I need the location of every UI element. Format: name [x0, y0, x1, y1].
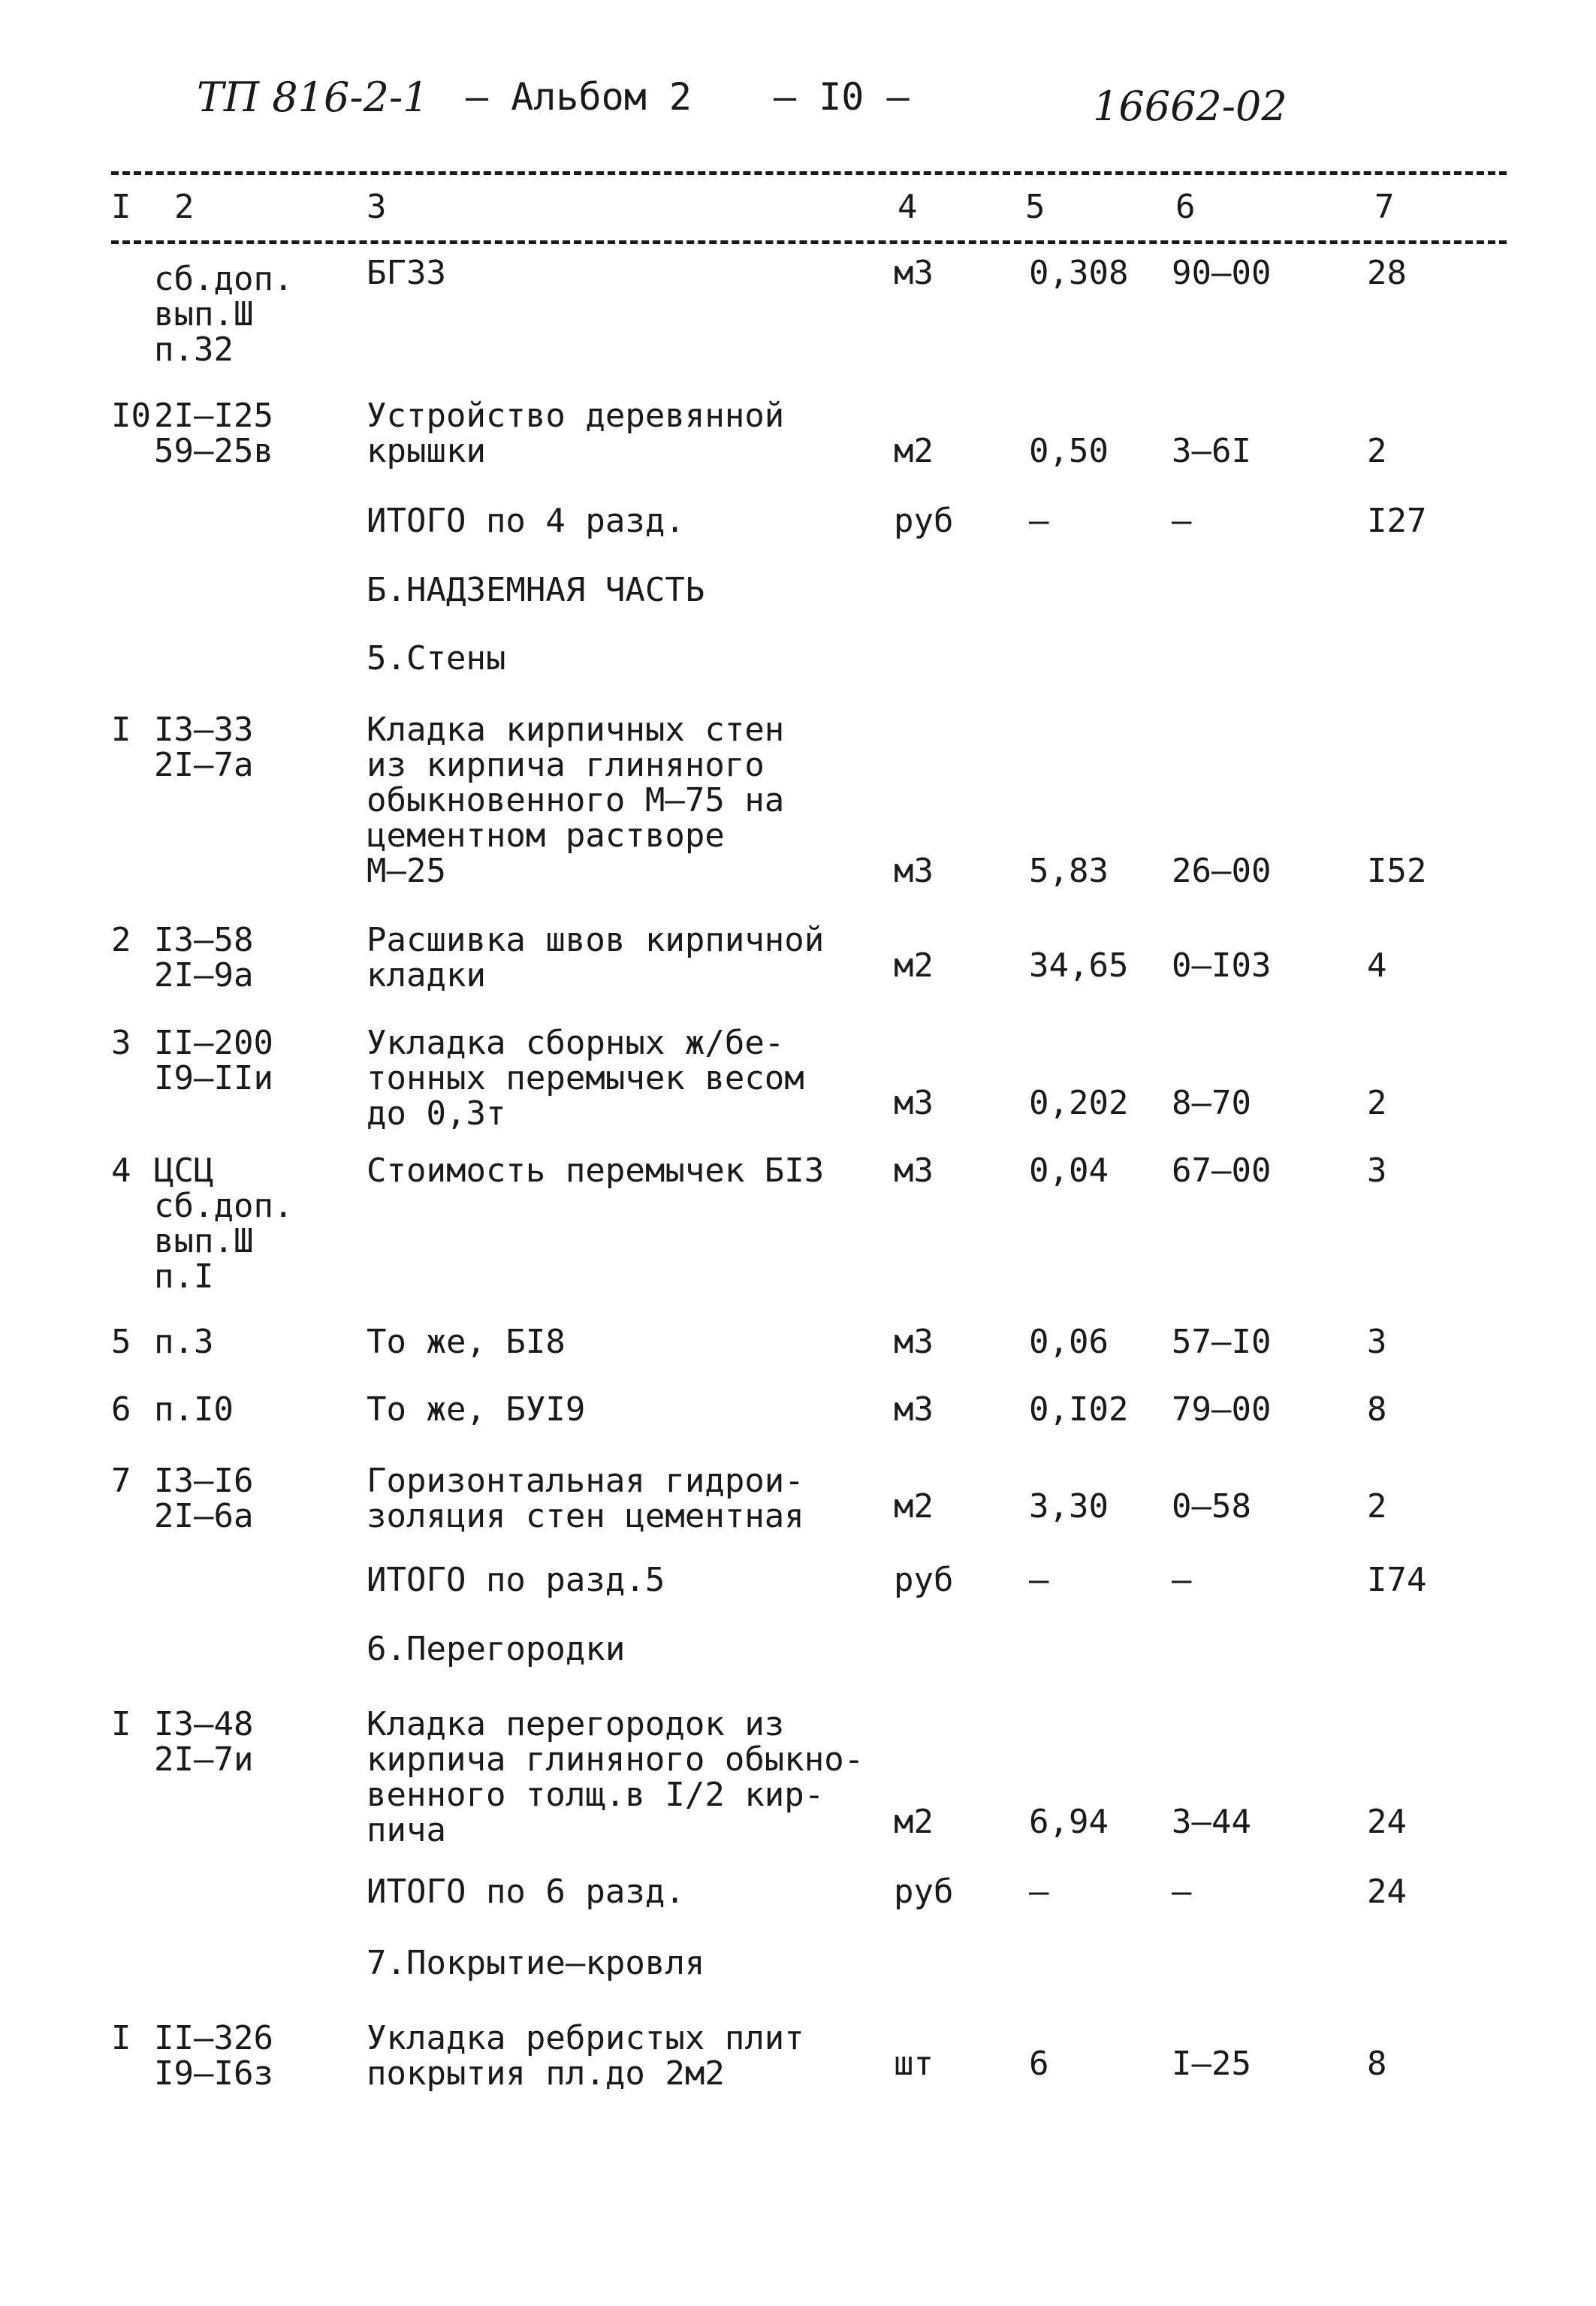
row-number: 3: [111, 1024, 131, 1062]
quantity: 0,I02: [1029, 1390, 1129, 1429]
column-header-6: 6: [1175, 188, 1196, 226]
norm-code: сб.доп. вып.Ш п.32: [154, 260, 294, 369]
unit-price: 0–58: [1172, 1487, 1251, 1526]
unit: м2: [894, 432, 934, 470]
row-number: I: [111, 1705, 131, 1743]
total-cost: 8: [1367, 1390, 1387, 1429]
quantity: 0,50: [1029, 432, 1109, 470]
subtotal-label: ИТОГО по разд.5: [367, 1561, 665, 1599]
total-cost: 24: [1367, 1803, 1407, 1841]
total-cost: 24: [1367, 1873, 1407, 1911]
unit-price: 3–44: [1172, 1803, 1251, 1841]
work-name: Кладка кирпичных стен из кирпича глиняного обыкновенного М–75 на цементном растворе М–25: [367, 711, 785, 890]
quantity: 0,308: [1029, 254, 1129, 292]
unit-price: 67–00: [1172, 1151, 1272, 1190]
album-label: – Альбом 2: [466, 75, 692, 119]
total-cost: 3: [1367, 1323, 1387, 1361]
column-header-5: 5: [1025, 188, 1045, 226]
total-cost: 8: [1367, 2045, 1387, 2083]
unit: м3: [894, 1084, 934, 1122]
subtotal-label: ИТОГО по 6 разд.: [367, 1873, 685, 1911]
quantity: 5,83: [1029, 852, 1109, 890]
unit: м3: [894, 1390, 934, 1429]
unit-price: 3–6I: [1172, 432, 1251, 470]
column-header-1: I: [111, 188, 131, 226]
unit-price: –: [1172, 1873, 1192, 1911]
unit-price: 90–00: [1172, 254, 1272, 292]
column-header-2: 2: [174, 188, 195, 226]
row-number: 2: [111, 921, 131, 959]
unit: руб: [894, 1873, 954, 1911]
subtotal-label: ИТОГО по 4 разд.: [367, 502, 685, 540]
work-name: Кладка перегородок из кирпича глиняного обыкно- венного толщ.в I/2 кир- пича: [367, 1705, 864, 1849]
work-name: Расшивка швов кирпичной кладки: [367, 921, 825, 995]
work-name: Устройство деревянной крышки: [367, 397, 785, 470]
quantity: –: [1029, 1873, 1049, 1911]
work-name: То же, БI8: [367, 1323, 566, 1361]
row-number: I: [111, 2019, 131, 2057]
section-heading: Б.НАДЗЕМНАЯ ЧАСТЬ: [367, 571, 705, 609]
work-name: Стоимость перемычек БI3: [367, 1151, 825, 1190]
unit-price: –: [1172, 502, 1192, 540]
row-number: 7: [111, 1462, 131, 1500]
quantity: 0,202: [1029, 1084, 1129, 1122]
unit-price: –: [1172, 1561, 1192, 1599]
work-name: Укладка сборных ж/бе- тонных перемычек весом до 0,3т: [367, 1024, 804, 1133]
total-cost: 28: [1367, 254, 1407, 292]
row-number: 4: [111, 1151, 131, 1190]
unit: руб: [894, 1561, 954, 1599]
norm-code: п.I0: [154, 1390, 234, 1429]
row-number: I: [111, 711, 131, 749]
row-number: 5: [111, 1323, 131, 1361]
column-header-3: 3: [367, 188, 387, 226]
norm-code: I3–I6 2I–6а: [154, 1462, 254, 1535]
total-cost: I27: [1367, 502, 1427, 540]
document-title: ТП 816-2-1: [197, 74, 429, 121]
norm-code: п.3: [154, 1323, 214, 1361]
work-name: Укладка ребристых плит покрытия пл.до 2м2: [367, 2019, 804, 2093]
page-number: – I0 –: [774, 75, 910, 119]
norm-code: II–326 I9–I6з: [154, 2019, 273, 2093]
quantity: 34,65: [1029, 946, 1129, 985]
unit-price: 8–70: [1172, 1084, 1251, 1122]
unit: шт: [894, 2045, 934, 2083]
unit-price: 26–00: [1172, 852, 1272, 890]
unit: м2: [894, 946, 934, 985]
unit: м2: [894, 1487, 934, 1526]
quantity: 0,06: [1029, 1323, 1109, 1361]
section-heading: 6.Перегородки: [367, 1630, 626, 1668]
norm-code: I3–48 2I–7и: [154, 1705, 254, 1779]
unit: м3: [894, 1151, 934, 1190]
unit-price: 79–00: [1172, 1390, 1272, 1429]
total-cost: 2: [1367, 1487, 1387, 1526]
quantity: 6: [1029, 2045, 1049, 2083]
norm-code: ЦСЦ сб.доп. вып.Ш п.I: [154, 1151, 294, 1296]
norm-code: II–200 I9–IIи: [154, 1024, 273, 1097]
quantity: –: [1029, 1561, 1049, 1599]
quantity: 3,30: [1029, 1487, 1109, 1526]
total-cost: 2: [1367, 432, 1387, 470]
norm-code: I3–33 2I–7а: [154, 711, 254, 784]
unit: м2: [894, 1803, 934, 1841]
unit: руб: [894, 502, 954, 540]
section-heading: 5.Стены: [367, 639, 506, 678]
work-name: БГ33: [367, 254, 446, 292]
unit-price: 0–I03: [1172, 946, 1272, 985]
unit-price: I–25: [1172, 2045, 1251, 2083]
work-name: Горизонтальная гидрои- золяция стен цементная: [367, 1462, 804, 1535]
header-divider: [111, 240, 1507, 244]
document-code: 16662-02: [1093, 83, 1287, 130]
unit: м3: [894, 254, 934, 292]
total-cost: 4: [1367, 946, 1387, 985]
total-cost: I74: [1367, 1561, 1427, 1599]
total-cost: I52: [1367, 852, 1427, 890]
quantity: 6,94: [1029, 1803, 1109, 1841]
column-header-4: 4: [898, 188, 918, 226]
quantity: 0,04: [1029, 1151, 1109, 1190]
norm-code: 2I–I25 59–25в: [154, 397, 273, 470]
unit: м3: [894, 1323, 934, 1361]
row-number: I0: [111, 397, 151, 435]
quantity: –: [1029, 502, 1049, 540]
norm-code: I3–58 2I–9а: [154, 921, 254, 995]
unit: м3: [894, 852, 934, 890]
row-number: 6: [111, 1390, 131, 1429]
total-cost: 2: [1367, 1084, 1387, 1122]
top-divider: [111, 171, 1507, 175]
column-header-7: 7: [1374, 188, 1395, 226]
unit-price: 57–I0: [1172, 1323, 1272, 1361]
section-heading: 7.Покрытие–кровля: [367, 1944, 705, 1982]
work-name: То же, БУI9: [367, 1390, 586, 1429]
total-cost: 3: [1367, 1151, 1387, 1190]
